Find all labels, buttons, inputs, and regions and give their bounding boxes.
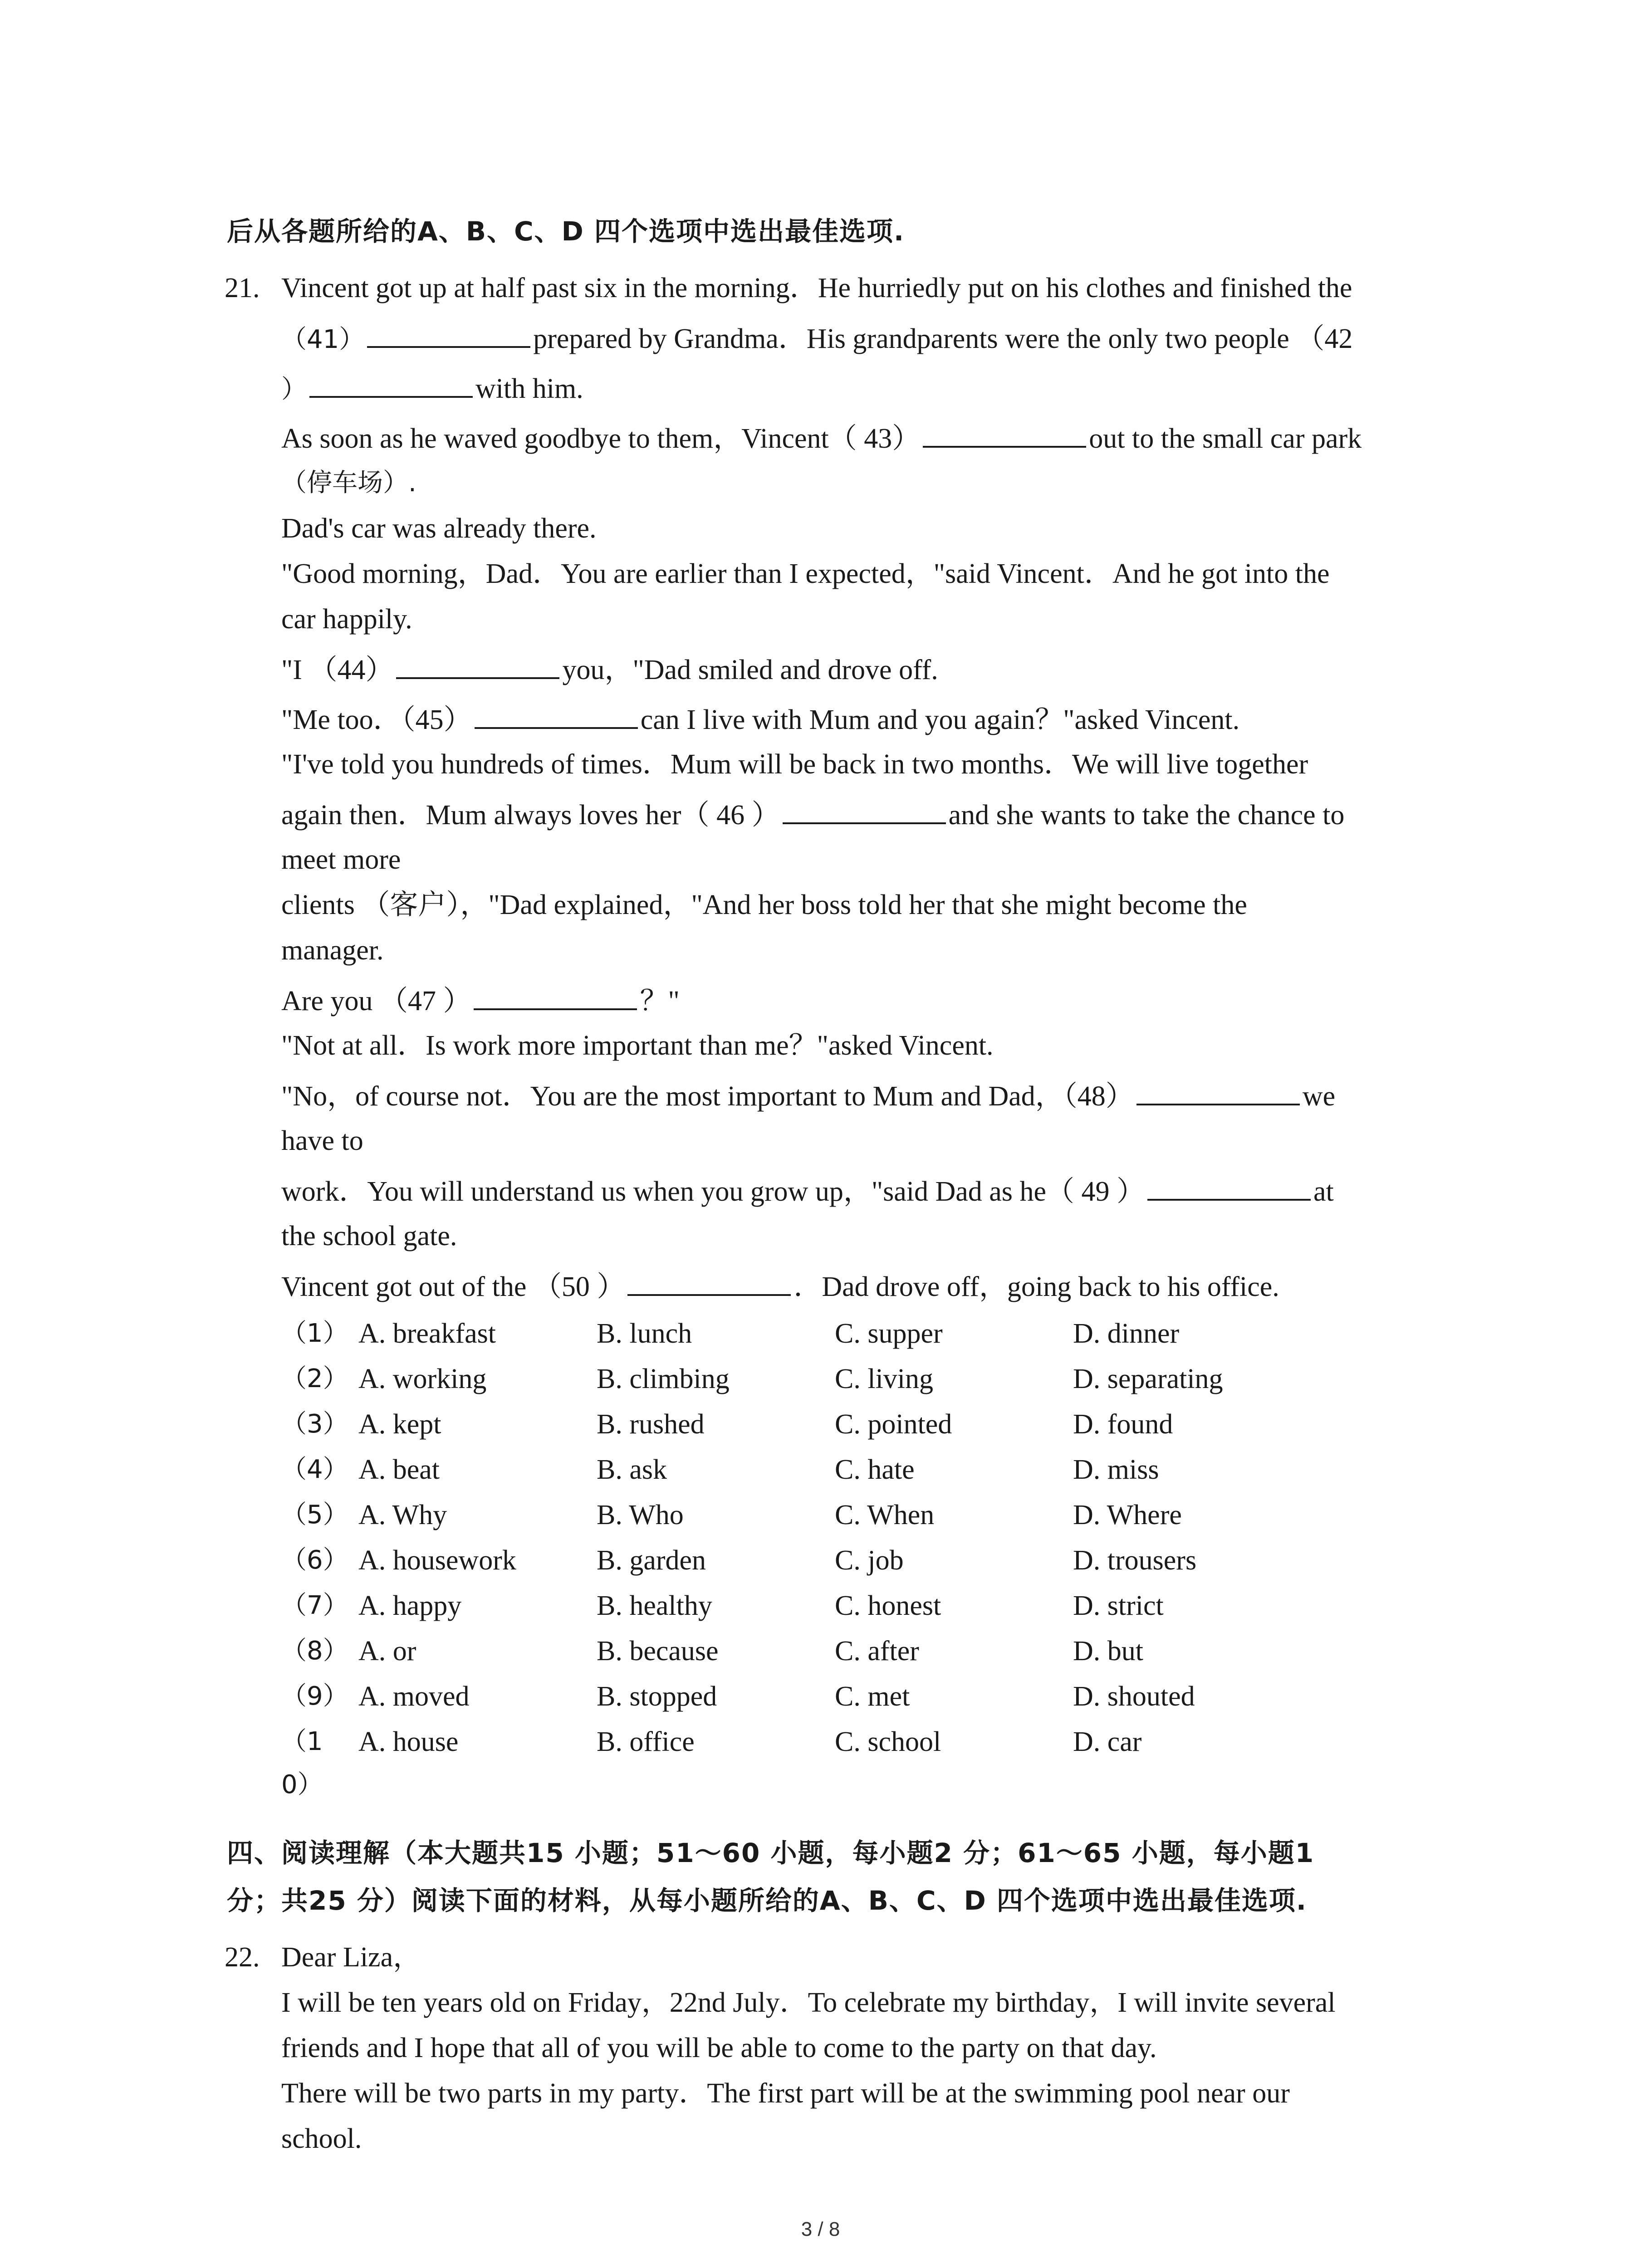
option-b: B. climbing xyxy=(597,1364,730,1394)
letter-line: school. xyxy=(281,2123,362,2154)
passage-line: "Good morning，Dad．You are earlier than I expected，"said Vincent．And he got into the xyxy=(281,558,1330,589)
option-b: B. because xyxy=(597,1636,719,1667)
option-b: B. healthy xyxy=(597,1590,712,1621)
passage-line: （停车场）. xyxy=(281,468,416,498)
option-c: C. honest xyxy=(835,1590,941,1621)
passage-line: As soon as he waved goodbye to them，Vincent（ 43） out to the small car park xyxy=(281,420,1362,457)
option-a: A. or xyxy=(358,1636,416,1667)
letter-line: There will be two parts in my party．The first part will be at the swimming pool near our xyxy=(281,2078,1290,2109)
option-c: C. When xyxy=(835,1500,935,1530)
passage-line: Vincent got up at half past six in the morning．He hurriedly put on his clothes and finished the xyxy=(281,273,1352,303)
option-a: A. moved xyxy=(358,1681,470,1712)
option-b: B. office xyxy=(597,1726,695,1757)
passage-line: work．You will understand us when you grow up，"said Dad as he（ 49 ） at xyxy=(281,1173,1334,1210)
option-d: D. separating xyxy=(1073,1364,1223,1394)
passage-line: "No，of course not．You are the most important to Mum and Dad，（48） we xyxy=(281,1077,1335,1114)
option-c: C. supper xyxy=(835,1318,943,1349)
option-c: C. after xyxy=(835,1636,919,1667)
option-d: D. miss xyxy=(1073,1454,1159,1485)
letter-line: friends and I hope that all of you will be able to come to the party on that day. xyxy=(281,2033,1157,2063)
letter-line: I will be ten years old on Friday，22nd July．To celebrate my birthday，I will invite several xyxy=(281,1987,1336,2018)
option-c: C. job xyxy=(835,1545,904,1576)
exam-page: 后从各题所给的A、B、C、D 四个选项中选出最佳选项. 21. Vincent got up at half past six in the morning．He hurriedly put on his clothes and finished the （41） prepared by Grandma．His grandparents were the only two people （42 ） with him. As soon as he waved goodbye to them，Vincent（ 43） out to the small car park （停车场）. Dad's car was already there. "Good morning，Dad．You are earlier than I expected，"said Vincent．And he got into the car happily. "I （44） you，"Dad smiled and drove off. "Me too．（45） can I live with Mum and you again？"asked Vincent. "I've told you hundreds of times．Mum will be back in two months．We will live together again then．Mum always loves her（ 46 ） and she wants to take the chance to meet more clients （客户），"Dad explained，"And her boss told her that she might become the manager. Are you （47 ） ？" "Not at all．Is work more important than me？"asked Vincent. "No，of course not．You are the most important to Mum and Dad，（48） we have to work．You will understand us when you grow up，"said Dad as he（ 49 ） at the school gate. Vincent got out of the （50 ） ．Dad drove off，going back to his office. （1） A. breakfast B. lunch C. supper D. dinner （2） A. working B. climbing C. living D. separating （3） A. kept B. rushed C. pointed D. found （4） A. beat B. ask C. hate D. miss （5） A. Why B. Who C. When D. Where （6） A. housework B. garden C. job D. trousers （7） A. happy B. healthy C. honest D. strict （8） A. or B. because C. after D. but （9） A. moved B. stopped C. met D. shouted （1 A. house B. office C. school D. car 0） 四、阅读理解（本大题共15 小题；51～60 小题，每小题2 分；61～65 小题，每小题1 分；共25 分）阅读下面的材料，从每小题所给的A、B、C、D 四个选项中选出最佳选项. 22. Dear Liza， I will be ten years old on Friday，22nd July．To celebrate my birthday，I will invite several friends and I hope that all of you will be able to come to the party on that day. There will be two parts in my party．The first part will be at the swimming pool near our school. 3 / 8 xyxy=(0,0,1641,2268)
option-b: B. garden xyxy=(597,1545,706,1576)
option-d: D. car xyxy=(1073,1726,1142,1757)
option-c: C. living xyxy=(835,1364,934,1394)
option-number-wrap: 0） xyxy=(281,1770,323,1799)
option-d: D. shouted xyxy=(1073,1681,1195,1712)
option-a: A. housework xyxy=(358,1545,516,1576)
blank-47 xyxy=(474,982,637,1010)
option-c: C. school xyxy=(835,1726,941,1757)
passage-line: have to xyxy=(281,1125,363,1156)
blank-44 xyxy=(396,651,559,679)
passage-line: （41） prepared by Grandma．His grandparents were the only two people （42 xyxy=(281,320,1352,358)
question-number-22: 22. xyxy=(225,1942,260,1973)
option-a: A. Why xyxy=(358,1500,447,1530)
passage-line: "I （44） you，"Dad smiled and drove off. xyxy=(281,651,938,688)
option-a: A. kept xyxy=(358,1409,441,1440)
option-d: D. trousers xyxy=(1073,1545,1197,1576)
option-b: B. ask xyxy=(597,1454,667,1485)
passage-line: "Me too．（45） can I live with Mum and you again？"asked Vincent. xyxy=(281,701,1239,738)
option-c: C. hate xyxy=(835,1454,915,1485)
option-b: B. lunch xyxy=(597,1318,692,1349)
blank-43 xyxy=(923,420,1086,448)
passage-line: Dad's car was already there. xyxy=(281,513,597,544)
option-b: B. stopped xyxy=(597,1681,717,1712)
passage-line: Vincent got out of the （50 ） ．Dad drove off，going back to his office. xyxy=(281,1268,1279,1305)
blank-50 xyxy=(627,1268,791,1296)
passage-line: car happily. xyxy=(281,604,412,635)
blank-42 xyxy=(309,370,473,398)
option-a: A. beat xyxy=(358,1454,440,1485)
passage-line: ） with him. xyxy=(281,370,583,408)
option-d: D. found xyxy=(1073,1409,1173,1440)
section-instruction-tail: 后从各题所给的A、B、C、D 四个选项中选出最佳选项. xyxy=(227,216,905,247)
passage-line: meet more xyxy=(281,844,401,875)
section-heading: 四、阅读理解（本大题共15 小题；51～60 小题，每小题2 分；61～65 小题，每小题1 xyxy=(227,1838,1315,1868)
blank-49 xyxy=(1147,1173,1311,1201)
blank-46 xyxy=(783,796,946,824)
passage-line: Are you （47 ） ？" xyxy=(281,982,680,1019)
option-b: B. rushed xyxy=(597,1409,705,1440)
passage-line: "Not at all．Is work more important than me？"asked Vincent. xyxy=(281,1030,994,1061)
option-a: A. breakfast xyxy=(358,1318,496,1349)
blank-45 xyxy=(475,701,638,729)
passage-line: manager. xyxy=(281,935,384,966)
blank-41 xyxy=(367,320,530,348)
option-d: D. strict xyxy=(1073,1590,1164,1621)
option-a: A. working xyxy=(358,1364,487,1394)
option-d: D. dinner xyxy=(1073,1318,1180,1349)
blank-48 xyxy=(1136,1077,1300,1105)
passage-line: the school gate. xyxy=(281,1221,457,1251)
passage-line: again then．Mum always loves her（ 46 ） and she wants to take the chance to xyxy=(281,796,1344,833)
option-a: A. house xyxy=(358,1726,459,1757)
page-number: 3 / 8 xyxy=(801,2218,840,2240)
option-c: C. pointed xyxy=(835,1409,952,1440)
option-d: D. but xyxy=(1073,1636,1143,1667)
letter-line: Dear Liza， xyxy=(281,1942,421,1973)
passage-line: "I've told you hundreds of times．Mum will be back in two months．We will live together xyxy=(281,749,1308,780)
option-a: A. happy xyxy=(358,1590,462,1621)
question-number-21: 21. xyxy=(225,273,260,303)
option-d: D. Where xyxy=(1073,1500,1182,1530)
passage-line: clients （客户），"Dad explained，"And her boss told her that she might become the xyxy=(281,890,1247,920)
option-b: B. Who xyxy=(597,1500,684,1530)
option-c: C. met xyxy=(835,1681,910,1712)
section-heading: 分；共25 分）阅读下面的材料，从每小题所给的A、B、C、D 四个选项中选出最佳选项. xyxy=(227,1885,1307,1916)
